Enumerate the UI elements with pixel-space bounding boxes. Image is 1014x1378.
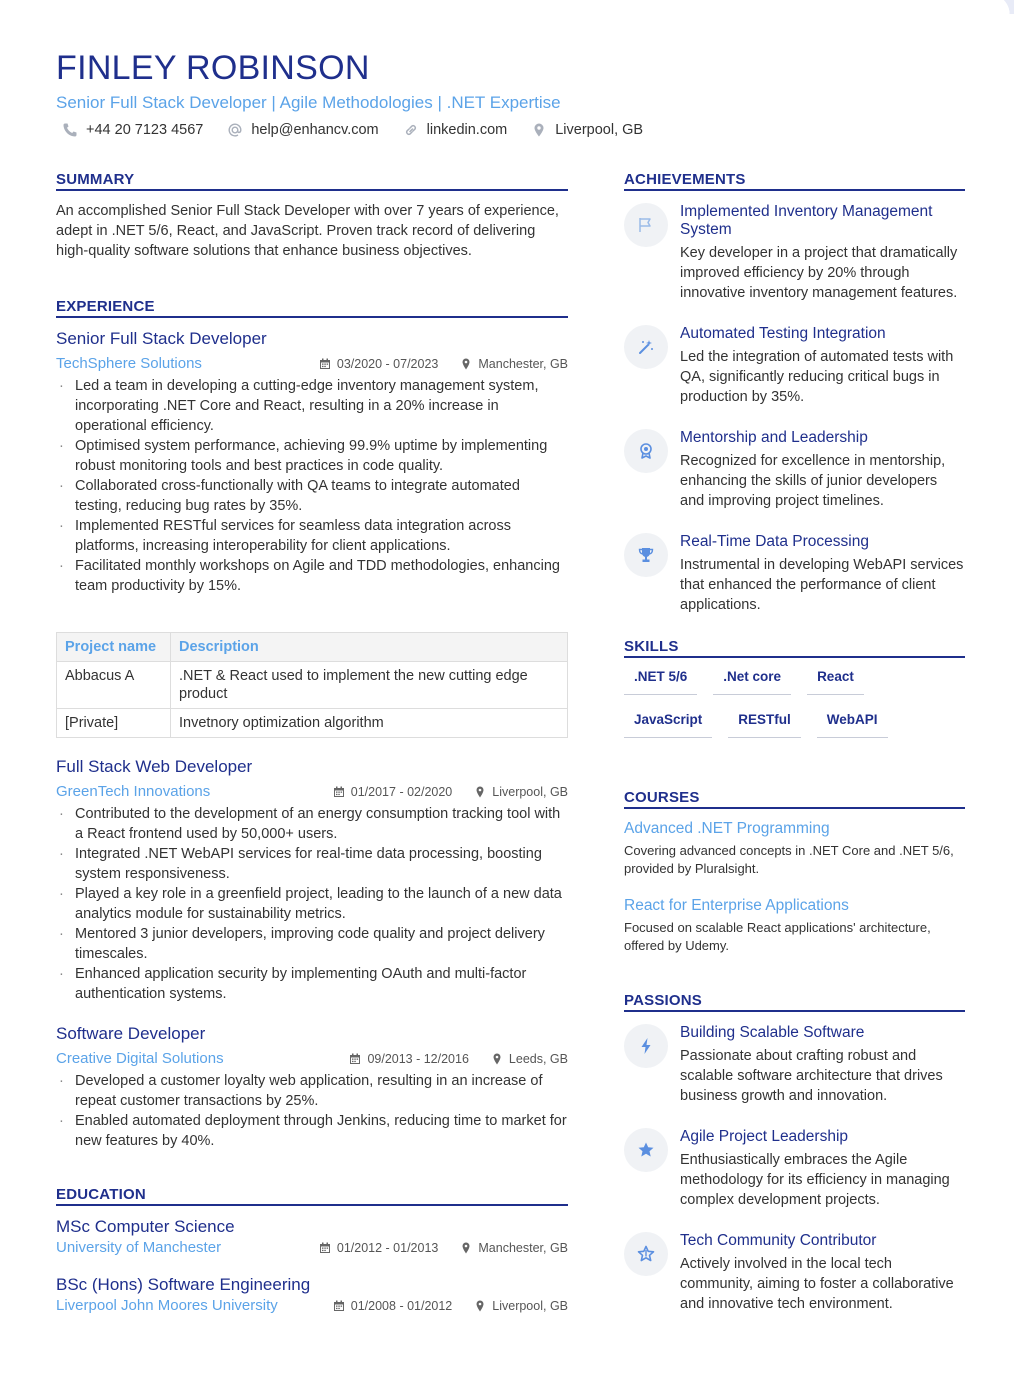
job-meta — [56, 354, 568, 374]
job-entry — [56, 328, 568, 596]
email-text: help@enhancv.com — [251, 122, 379, 138]
experience-section — [56, 297, 568, 1151]
education-dates-text: 01/2008 - 01/2012 — [350, 1299, 453, 1313]
job-dates — [333, 785, 452, 799]
location-text: Liverpool, GB — [555, 122, 644, 138]
achievement-icon-badge — [624, 429, 668, 473]
table-cell: Abbacus A — [57, 662, 171, 709]
at-icon — [227, 122, 243, 138]
table-cell: Invetnory optimization algorithm — [171, 709, 568, 738]
job-location-text: Leeds, GB — [508, 1052, 568, 1066]
achievement-title: Real-Time Data Processing — [680, 533, 869, 550]
job-dates-text: 09/2013 - 12/2016 — [367, 1052, 469, 1066]
education-dates-text: 01/2012 - 01/2013 — [336, 1241, 439, 1255]
corner-decoration — [990, 0, 1014, 14]
passion-icon-badge — [624, 1232, 668, 1276]
achievement-body — [680, 533, 965, 615]
achievement-item — [624, 325, 965, 407]
map-pin-icon — [460, 358, 472, 370]
contact-linkedin[interactable] — [397, 120, 508, 140]
passions-section — [624, 991, 965, 1314]
education-dates — [333, 1299, 452, 1313]
achievement-body — [680, 429, 965, 511]
school-name: Liverpool John Moores University — [56, 1297, 278, 1314]
achievements-heading: ACHIEVEMENTS — [624, 170, 965, 191]
course-item — [624, 896, 965, 955]
calendar-icon — [333, 786, 345, 798]
project-table — [56, 632, 568, 738]
magic-wand-icon — [637, 338, 655, 356]
skill-tag: .Net core — [713, 664, 791, 695]
bolt-icon — [637, 1037, 655, 1055]
skills-section — [624, 637, 965, 750]
map-pin-icon — [491, 1053, 503, 1065]
achievement-item — [624, 203, 965, 303]
passion-body — [680, 1232, 965, 1314]
job-title: Senior Full Stack Developer — [56, 329, 267, 348]
achievement-body — [680, 325, 965, 407]
job-location-text: Manchester, GB — [478, 357, 568, 371]
link-icon — [403, 122, 419, 138]
job-date-location — [327, 1052, 568, 1066]
table-cell: .NET & React used to implement the new cutting edge product — [171, 662, 568, 709]
education-location — [460, 1241, 568, 1255]
achievement-icon-badge — [624, 325, 668, 369]
job-date-location — [311, 785, 568, 799]
school-name: University of Manchester — [56, 1239, 222, 1256]
education-location-text: Manchester, GB — [478, 1241, 568, 1255]
passion-item — [624, 1128, 965, 1210]
company-name: TechSphere Solutions — [56, 355, 202, 372]
star-outline-icon — [637, 1245, 655, 1263]
job-title: Software Developer — [56, 1024, 206, 1043]
degree-title: BSc (Hons) Software Engineering — [56, 1275, 311, 1294]
table-header-description: Description — [171, 633, 568, 662]
passion-icon-badge — [624, 1128, 668, 1172]
job-bullets — [56, 804, 568, 1004]
achievement-desc: Led the integration of automated tests with QA, significantly reducing critical bugs in production by 35%. — [680, 349, 954, 405]
bullet-item: · Optimised system performance, achieving 99.9% uptime by implementing robust monitoring tools and best practices in code quality. — [56, 436, 568, 476]
passion-body — [680, 1128, 965, 1210]
bullet-item: · Facilitated monthly workshops on Agile and TDD methodologies, enhancing team productivity by 15%. — [56, 556, 568, 596]
right-column — [624, 170, 965, 1336]
achievement-icon-badge — [624, 533, 668, 577]
company-name: GreenTech Innovations — [56, 783, 211, 800]
bullet-item: · Contributed to the development of an energy consumption tracking tool with a React frontend used by 50,000+ users. — [56, 804, 568, 844]
passion-item — [624, 1232, 965, 1314]
job-dates — [319, 357, 438, 371]
star-icon — [637, 1141, 655, 1159]
table-header-project: Project name — [57, 633, 171, 662]
job-location — [474, 785, 568, 799]
education-heading: EDUCATION — [56, 1185, 568, 1206]
passion-icon-badge — [624, 1024, 668, 1068]
education-location-text: Liverpool, GB — [492, 1299, 568, 1313]
achievement-desc: Recognized for excellence in mentorship, enhancing the skills of junior developers and improving project timelines. — [680, 453, 946, 509]
passion-desc: Actively involved in the local tech community, aiming to foster a collaborative and innovative tech environment. — [680, 1256, 954, 1312]
achievement-icon-badge — [624, 203, 668, 247]
passion-title: Tech Community Contributor — [680, 1232, 877, 1249]
job-location — [460, 357, 568, 371]
job-bullets — [56, 376, 568, 596]
bullet-item: · Enabled automated deployment through Jenkins, reducing time to market for new features by 40%. — [56, 1111, 568, 1151]
resume-header — [56, 48, 956, 140]
calendar-icon — [319, 358, 331, 370]
bullet-item: · Played a key role in a greenfield project, leading to the launch of a new data analytics module for sustainability metrics. — [56, 884, 568, 924]
job-entry — [56, 1023, 568, 1151]
table-row — [57, 709, 568, 738]
map-pin-icon — [531, 122, 547, 138]
passion-desc: Enthusiastically embraces the Agile methodology for its efficiency in managing complex development projects. — [680, 1152, 950, 1208]
job-entry — [56, 756, 568, 1004]
map-pin-icon — [474, 1300, 486, 1312]
achievement-title: Implemented Inventory Management System — [680, 203, 933, 238]
degree-title: MSc Computer Science — [56, 1217, 235, 1236]
job-dates — [349, 1052, 468, 1066]
education-meta — [56, 1238, 568, 1258]
summary-heading: SUMMARY — [56, 170, 568, 191]
passions-heading: PASSIONS — [624, 991, 965, 1012]
passion-item — [624, 1024, 965, 1106]
candidate-title: Senior Full Stack Developer | Agile Methodologies | .NET Expertise — [56, 93, 561, 112]
skill-tag: .NET 5/6 — [624, 664, 697, 695]
course-desc: Focused on scalable React applications' architecture, offered by Udemy. — [624, 920, 931, 953]
table-header-row — [57, 633, 568, 662]
table-row — [57, 662, 568, 709]
phone-icon — [62, 122, 78, 138]
calendar-icon — [349, 1053, 361, 1065]
education-entry — [56, 1274, 568, 1316]
passion-title: Agile Project Leadership — [680, 1128, 849, 1145]
summary-text: An accomplished Senior Full Stack Developer with over 7 years of experience, adept in .NET 5/6, React, and JavaScript. Proven track record of delivering high-quality software solutions that enhance business objectives. — [56, 203, 559, 259]
skill-tag: JavaScript — [624, 707, 712, 738]
passion-body — [680, 1024, 965, 1106]
achievements-section — [624, 170, 965, 615]
job-location — [491, 1052, 568, 1066]
contact-phone[interactable] — [56, 120, 203, 140]
achievement-item — [624, 533, 965, 615]
course-desc: Covering advanced concepts in .NET Core and .NET 5/6, provided by Pluralsight. — [624, 843, 954, 876]
education-entry — [56, 1216, 568, 1258]
bullet-item: · Integrated .NET WebAPI services for real-time data processing, boosting system responsiveness. — [56, 844, 568, 884]
medal-icon — [637, 442, 655, 460]
table-cell: [Private] — [57, 709, 171, 738]
company-name: Creative Digital Solutions — [56, 1050, 224, 1067]
linkedin-text: linkedin.com — [426, 122, 508, 138]
map-pin-icon — [474, 786, 486, 798]
bullet-item: · Led a team in developing a cutting-edge inventory management system, incorporating .NET Core and React, resulting in a 20% increase in operational efficiency. — [56, 376, 568, 436]
skills-heading: SKILLS — [624, 637, 965, 658]
flag-icon — [637, 216, 655, 234]
achievement-desc: Key developer in a project that dramatically improved efficiency by 20% through innovative inventory management features. — [680, 245, 958, 301]
passion-desc: Passionate about crafting robust and scalable software architecture that drives business growth and innovation. — [680, 1048, 943, 1104]
bullet-item: · Mentored 3 junior developers, improving code quality and project delivery timescales. — [56, 924, 568, 964]
education-section — [56, 1185, 568, 1316]
contact-location — [525, 120, 643, 140]
contact-bar — [56, 120, 956, 140]
job-dates-text: 03/2020 - 07/2023 — [336, 357, 439, 371]
contact-email[interactable] — [221, 120, 378, 140]
bullet-item: · Developed a customer loyalty web application, resulting in an increase of repeat customer transactions by 25%. — [56, 1071, 568, 1111]
left-column — [56, 170, 568, 1316]
skill-tag: RESTful — [728, 707, 801, 738]
experience-heading: EXPERIENCE — [56, 297, 568, 318]
phone-text: +44 20 7123 4567 — [86, 122, 204, 138]
job-meta — [56, 782, 568, 802]
course-item — [624, 819, 965, 878]
job-dates-text: 01/2017 - 02/2020 — [350, 785, 453, 799]
education-dates — [319, 1241, 438, 1255]
job-title: Full Stack Web Developer — [56, 757, 253, 776]
bullet-item: · Implemented RESTful services for seamless data integration across platforms, increasing interoperability for client applications. — [56, 516, 568, 556]
achievement-item — [624, 429, 965, 511]
map-pin-icon — [460, 1242, 472, 1254]
bullet-item: · Collaborated cross-functionally with QA teams to integrate automated testing, reducing bug rates by 35%. — [56, 476, 568, 516]
job-meta — [56, 1049, 568, 1069]
courses-heading: COURSES — [624, 788, 965, 809]
summary-section — [56, 170, 568, 261]
courses-section — [624, 788, 965, 955]
calendar-icon — [319, 1242, 331, 1254]
achievement-title: Mentorship and Leadership — [680, 429, 868, 446]
course-title: Advanced .NET Programming — [624, 820, 830, 837]
course-title: React for Enterprise Applications — [624, 897, 849, 914]
achievement-body — [680, 203, 965, 303]
trophy-icon — [637, 546, 655, 564]
job-date-location — [297, 357, 568, 371]
achievement-title: Automated Testing Integration — [680, 325, 886, 342]
skill-tag: React — [807, 664, 864, 695]
job-bullets — [56, 1071, 568, 1151]
education-meta — [56, 1296, 568, 1316]
skills-list — [624, 664, 965, 750]
calendar-icon — [333, 1300, 345, 1312]
education-location — [474, 1299, 568, 1313]
achievement-desc: Instrumental in developing WebAPI services that enhanced the performance of client applications. — [680, 557, 964, 613]
skill-tag: WebAPI — [817, 707, 888, 738]
job-location-text: Liverpool, GB — [492, 785, 568, 799]
candidate-name: FINLEY ROBINSON — [56, 49, 370, 87]
education-date-location — [311, 1299, 568, 1313]
education-date-location — [297, 1241, 568, 1255]
bullet-item: · Enhanced application security by implementing OAuth and multi-factor authentication systems. — [56, 964, 568, 1004]
passion-title: Building Scalable Software — [680, 1024, 865, 1041]
